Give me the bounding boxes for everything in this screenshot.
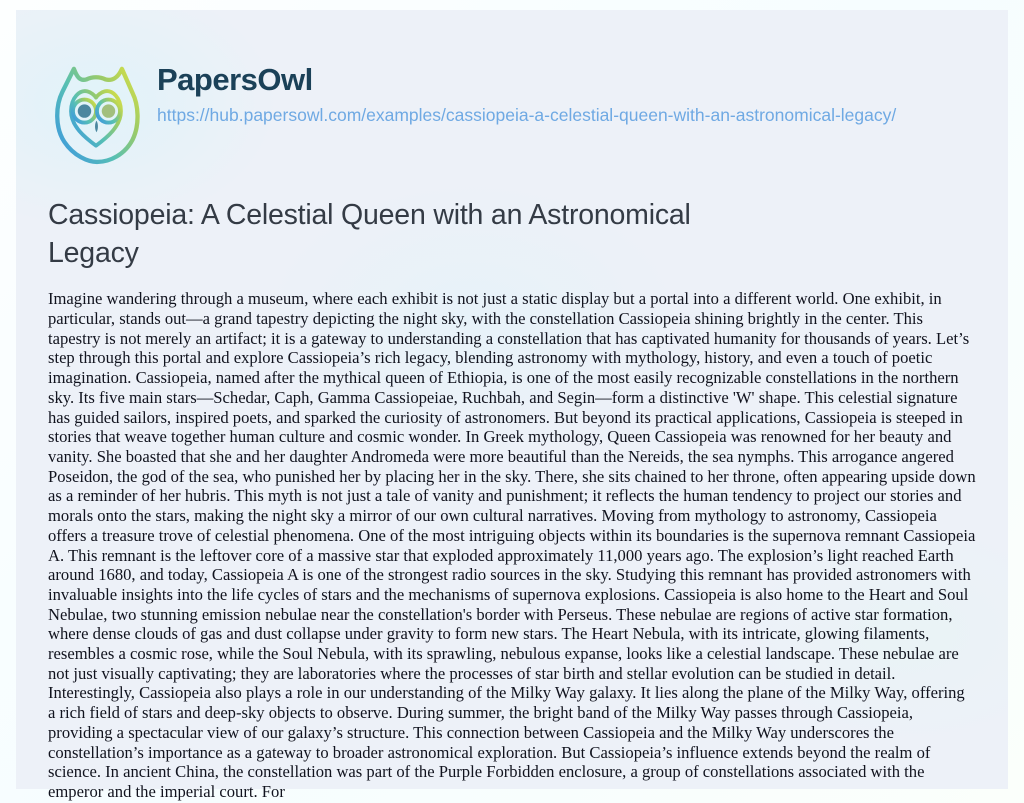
document-content (16, 10, 1008, 802)
papersowl-owl-logo-icon[interactable] (48, 60, 144, 166)
brand-name[interactable]: PapersOwl (157, 62, 313, 97)
source-header-text (157, 60, 896, 127)
page-title: Cassiopeia: A Celestial Queen with an Astronomical Legacy (48, 199, 691, 270)
source-url-link[interactable]: https://hub.papersowl.com/examples/cassiopeia-a-celestial-queen-with-an-astronomical-legacy/ (157, 104, 897, 125)
essay-body-text: Imagine wandering through a museum, where each exhibit is not just a static display but a portal into a different world. One exhibit, in particular, stands out—a grand tapestry depicting the night sky, with the constellation Cassiopeia shining brightly in the center. This tapestry is not merely an artifact; it is a gateway to understanding a constellation that has captivated humanity for thousands of years. Let’s step through this portal and explore Cassiopeia’s rich legacy, blending astronomy with mythology, history, and even a touch of poetic imagination. Cassiopeia, named after the mythical queen of Ethiopia, is one of the most easily recognizable constellations in the northern sky. Its five main stars—Schedar, Caph, Gamma Cassiopeiae, Ruchbah, and Segin—form a distinctive 'W' shape. This celestial signature has guided sailors, inspired poets, and sparked the curiosity of astronomers. But beyond its practical applications, Cassiopeia is steeped in stories that weave together human culture and cosmic wonder. In Greek mythology, Queen Cassiopeia was renowned for her beauty and vanity. She boasted that she and her daughter Andromeda were more beautiful than the Nereids, the sea nymphs. This arrogance angered Poseidon, the god of the sea, who punished her by placing her in the sky. There, she sits chained to her throne, often appearing upside down as a reminder of her hubris. This myth is not just a tale of vanity and punishment; it reflects the human tendency to project our stories and morals onto the stars, making the night sky a mirror of our own cultural narratives. Moving from mythology to astronomy, Cassiopeia offers a treasure trove of celestial phenomena. One of the most intriguing objects within its boundaries is the supernova remnant Cassiopeia A. This remnant is the leftover core of a massive star that exploded approximately 11,000 years ago. The explosion’s light reached Earth around 1680, and today, Cassiopeia A is one of the strongest radio sources in the sky. Studying this remnant has provided astronomers with invaluable insights into the life cycles of stars and the mechanisms of supernova explosions. Cassiopeia is also home to the Heart and Soul Nebulae, two stunning emission nebulae near the constellation's border with Perseus. These nebulae are regions of active star formation, where dense clouds of gas and dust collapse under gravity to form new stars. The Heart Nebula, with its intricate, glowing filaments, resembles a cosmic rose, while the Soul Nebula, with its sprawling, nebulous expanse, looks like a celestial landscape. These nebulae are not just visually captivating; they are laboratories where the processes of star birth and stellar evolution can be studied in detail. Interestingly, Cassiopeia also plays a role in our understanding of the Milky Way galaxy. It lies along the plane of the Milky Way, offering a rich field of stars and deep-sky objects to observe. During summer, the bright band of the Milky Way passes through Cassiopeia, providing a spectacular view of our galaxy’s structure. This connection between Cassiopeia and the Milky Way underscores the constellation’s importance as a gateway to broader astronomical exploration. But Cassiopeia’s influence extends beyond the realm of science. In ancient China, the constellation was part of the Purple Forbidden enclosure, a group of constellations associated with the emperor and the imperial court. For (48, 289, 976, 801)
document-page (16, 10, 1008, 801)
source-header (48, 60, 976, 172)
